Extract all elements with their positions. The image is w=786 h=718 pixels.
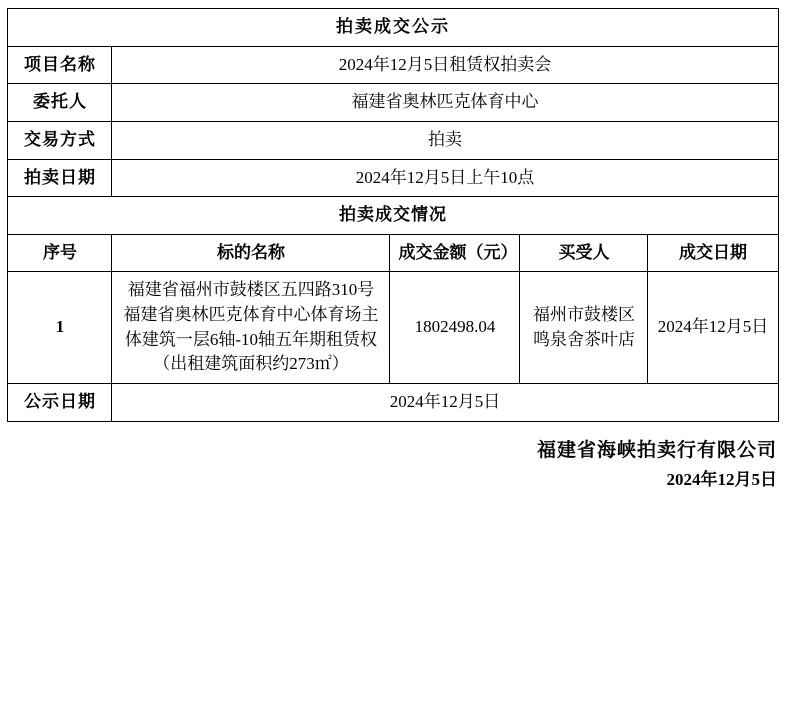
column-header-buyer: 买受人: [520, 234, 648, 272]
label-notice-date: 公示日期: [8, 384, 112, 422]
table-header-row: [8, 234, 778, 272]
document-title: 拍卖成交公示: [8, 9, 778, 47]
label-auction-date: 拍卖日期: [8, 159, 112, 197]
section-title-row: [8, 197, 778, 235]
cell-buyer: 福州市鼓楼区鸣泉舍茶叶店: [520, 272, 648, 384]
info-row-auction-date: [8, 159, 778, 197]
label-project-name: 项目名称: [8, 46, 112, 84]
value-consignor: 福建省奥林匹克体育中心: [112, 84, 778, 122]
cell-index: 1: [8, 272, 112, 384]
cell-amount: 1802498.04: [390, 272, 520, 384]
info-row-consignor: [8, 84, 778, 122]
cell-subject: 福建省福州市鼓楼区五四路310号福建省奥林匹克体育中心体育场主体建筑一层6轴-10轴五年期租赁权（出租建筑面积约273㎡）: [112, 272, 390, 384]
section-title: 拍卖成交情况: [8, 197, 778, 235]
value-notice-date: 2024年12月5日: [112, 384, 778, 422]
label-transaction-method: 交易方式: [8, 121, 112, 159]
info-row-transaction-method: [8, 121, 778, 159]
cell-deal-date: 2024年12月5日: [648, 272, 778, 384]
document-footer: [7, 436, 779, 494]
document-page: [0, 8, 786, 718]
title-row: [8, 9, 778, 47]
auction-result-table: [7, 8, 778, 422]
value-auction-date: 2024年12月5日上午10点: [112, 159, 778, 197]
column-header-subject: 标的名称: [112, 234, 390, 272]
footer-company-name: 福建省海峡拍卖行有限公司: [536, 439, 777, 461]
label-consignor: 委托人: [8, 84, 112, 122]
footer-date: 2024年12月5日: [666, 470, 777, 490]
column-header-amount: 成交金额（元）: [390, 234, 520, 272]
notice-date-row: [8, 384, 778, 422]
column-header-index: 序号: [8, 234, 112, 272]
column-header-deal-date: 成交日期: [648, 234, 778, 272]
value-transaction-method: 拍卖: [112, 121, 778, 159]
info-row-project-name: [8, 46, 778, 84]
value-project-name: 2024年12月5日租赁权拍卖会: [112, 46, 778, 84]
table-row: [8, 272, 778, 384]
